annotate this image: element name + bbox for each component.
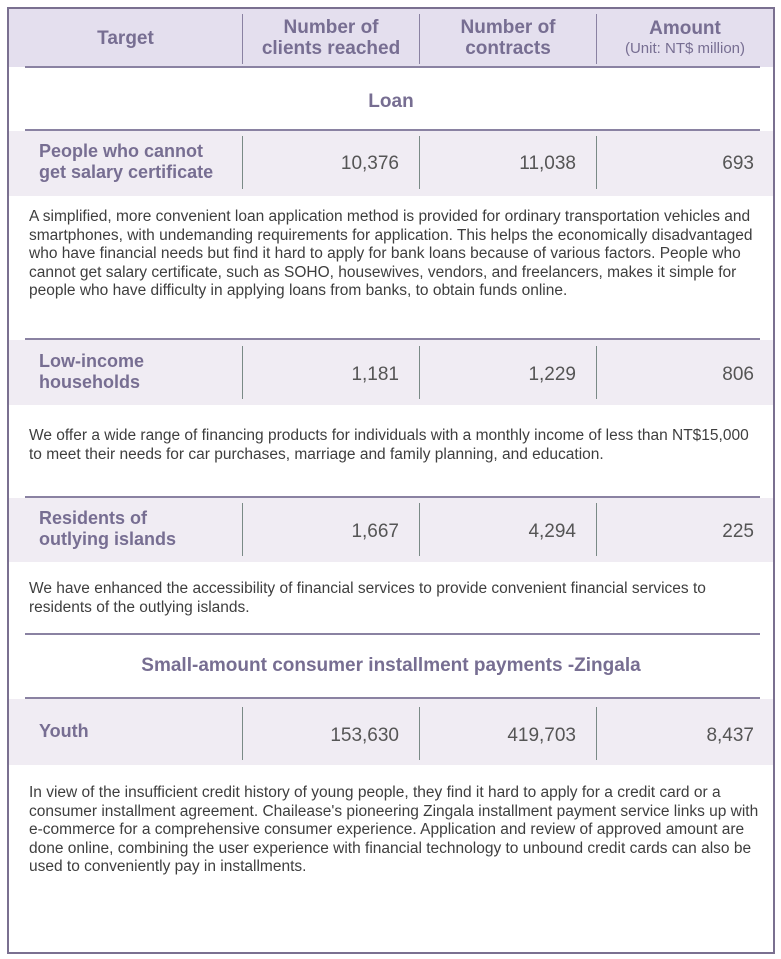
table-row [9,131,773,196]
column-divider [242,346,243,399]
table-header [9,9,773,67]
row-target [39,508,176,550]
table-row [9,340,773,405]
header-amount-label: Amount [649,18,721,39]
row-target-line: Low-income [39,351,145,371]
column-divider [596,136,597,189]
row-description: In view of the insufficient credit history of young people, they find it hard to apply for a credit card or a consumer installment agreement. Chailease's pioneering Zingala installment payment service links up with e-commerce for a comprehensive consumer experience. Application and review of approved amount are done online, combining the user experience with financial technology to unbound credit cards can also be used to conveniently pay in installments. [29,784,759,876]
section-title-zingala: Small-amount consumer installment payments -Zingala [141,655,641,676]
row-target-line: People who cannot [39,141,204,161]
contracts-value: 1,229 [528,364,576,385]
header-divider [596,14,597,64]
divider-line [25,66,760,68]
column-divider [596,707,597,760]
header-clients [243,9,419,67]
contracts-value: 4,294 [528,521,576,542]
row-description: A simplified, more convenient loan application method is provided for ordinary transportation vehicles and smartphones, with undemanding requirements for application. This helps the economically disadvantaged who have financial needs but find it hard to apply for bank loans because of various factors. People who cannot get salary certificate, such as SOHO, housewives, vendors, and freelancers, makes it simple for people who have difficulty in applying loans from banks, to obtain funds online. [29,208,753,300]
table-row [9,699,773,765]
header-contracts-line2: contracts [465,38,551,59]
amount-value: 693 [722,153,754,174]
column-divider [419,136,420,189]
row-target-line: Youth [39,721,89,741]
row-target [39,351,144,393]
row-description: We offer a wide range of financing products for individuals with a monthly income of less than NT$15,000 to meet their needs for car purchases, marriage and family planning, and education. [29,427,749,463]
column-divider [596,503,597,556]
row-target-line: outlying islands [39,529,177,549]
contracts-value: 11,038 [519,153,576,174]
clients-value: 153,630 [330,725,399,746]
clients-value: 1,667 [351,521,399,542]
column-divider [242,136,243,189]
clients-value: 10,376 [340,153,399,174]
header-amount [597,9,773,67]
column-divider [419,346,420,399]
amount-value: 225 [722,521,754,542]
contracts-value: 419,703 [507,725,576,746]
header-amount-unit: (Unit: NT$ million) [624,40,745,57]
header-clients-line1: Number of [283,17,379,38]
column-divider [419,503,420,556]
header-clients-line2: clients reached [261,38,401,59]
column-divider [242,503,243,556]
row-target-line: get salary certificate [39,162,214,182]
section-title-loan: Loan [368,91,414,112]
column-divider [596,346,597,399]
header-contracts-line1: Number of [460,17,556,38]
row-description: We have enhanced the accessibility of financial services to provide convenient financial services to residents of the outlying islands. [29,580,706,616]
header-divider [242,14,243,64]
column-divider [242,707,243,760]
header-divider [419,14,420,64]
header-contracts [420,9,596,67]
divider-line [25,633,760,635]
row-target [39,141,213,183]
table-frame [7,7,775,954]
clients-value: 1,181 [351,364,399,385]
amount-value: 8,437 [706,725,754,746]
row-target [39,721,89,742]
row-target-line: households [39,372,141,392]
table-row [9,498,773,562]
amount-value: 806 [722,364,754,385]
header-target-label: Target [97,27,154,49]
column-divider [419,707,420,760]
row-target-line: Residents of [39,508,148,528]
header-target [9,9,242,67]
